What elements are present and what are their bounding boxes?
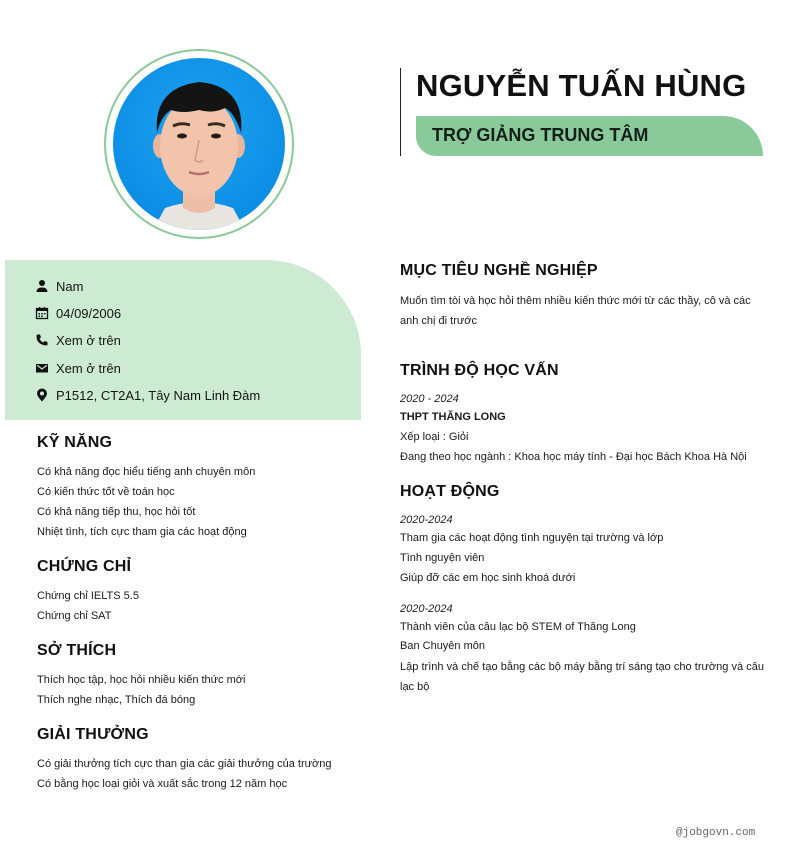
avatar-ring bbox=[104, 49, 294, 239]
position-title: TRỢ GIẢNG TRUNG TÂM bbox=[432, 125, 649, 145]
activity-period: 2020-2024 bbox=[400, 603, 453, 615]
contact-address: P1512, CT2A1, Tây Nam Linh Đàm bbox=[35, 386, 260, 404]
skill-item: Nhiệt tình, tích cực tham gia các hoạt động bbox=[37, 526, 247, 538]
activity-line: Thành viên của câu lạc bộ STEM of Thăng Long bbox=[400, 621, 636, 633]
awards-title: GIẢI THƯỞNG bbox=[37, 726, 149, 743]
certificate-item: Chứng chỉ SAT bbox=[37, 610, 112, 622]
certificate-item: Chứng chỉ IELTS 5.5 bbox=[37, 590, 139, 602]
objective-text: Muốn tìm tòi và học hỏi thêm nhiều kiến thức mới từ các thầy, cô và các anh chị đi trước bbox=[400, 295, 751, 327]
objective-title: MỤC TIÊU NGHỀ NGHIỆP bbox=[400, 262, 598, 279]
education-period: 2020 - 2024 bbox=[400, 393, 459, 405]
contact-gender: Nam bbox=[35, 277, 83, 295]
activity-period: 2020-2024 bbox=[400, 514, 453, 526]
person-icon bbox=[35, 279, 49, 293]
skill-item: Có khả năng đọc hiểu tiếng anh chuyên môn bbox=[37, 466, 256, 478]
contact-phone: Xem ở trên bbox=[35, 331, 121, 349]
skills-title: KỸ NĂNG bbox=[37, 434, 113, 451]
award-item: Có giải thưởng tích cực than gia các giải thưởng của trường bbox=[37, 758, 332, 770]
hobby-item: Thích nghe nhạc, Thích đá bóng bbox=[37, 694, 196, 706]
header-divider bbox=[400, 68, 401, 156]
activity-line: Giúp đỡ các em học sinh khoá dưới bbox=[400, 572, 576, 584]
portrait-image bbox=[113, 58, 285, 230]
calendar-icon bbox=[35, 306, 49, 320]
activity-line: Ban Chuyên môn bbox=[400, 640, 485, 652]
location-pin-icon bbox=[35, 388, 49, 402]
phone-icon bbox=[35, 333, 49, 347]
education-school: THPT THĂNG LONG bbox=[400, 411, 506, 423]
position-banner bbox=[416, 116, 763, 156]
education-title: TRÌNH ĐỘ HỌC VẤN bbox=[400, 362, 559, 379]
activities-title: HOẠT ĐỘNG bbox=[400, 483, 500, 500]
activity-paragraph: Lập trình và chế tạo bằng các bộ máy bằng trí sáng tạo cho trường và câu lạc bộ bbox=[400, 661, 764, 693]
hobby-item: Thích học tập, học hỏi nhiều kiến thức mới bbox=[37, 674, 246, 686]
activity-line: Tình nguyện viên bbox=[400, 552, 485, 564]
education-detail: Đang theo học ngành : Khoa học máy tính - Đại học Bách Khoa Hà Nội bbox=[400, 451, 747, 463]
activity-line: Tham gia các hoạt động tình nguyện tại trường và lớp bbox=[400, 532, 664, 544]
skill-item: Có kiến thức tốt về toán học bbox=[37, 486, 175, 498]
hobbies-title: SỞ THÍCH bbox=[37, 642, 117, 659]
candidate-name: NGUYỄN TUẤN HÙNG bbox=[416, 68, 747, 103]
certificates-title: CHỨNG CHỈ bbox=[37, 558, 132, 575]
avatar-photo bbox=[113, 58, 285, 230]
contact-email: Xem ở trên bbox=[35, 359, 121, 377]
education-detail: Xếp loại : Giỏi bbox=[400, 431, 469, 443]
award-item: Có bằng học loại giỏi và xuất sắc trong 12 năm học bbox=[37, 778, 288, 790]
watermark: @jobgovn.com bbox=[676, 827, 756, 839]
skill-item: Có khả năng tiếp thu, học hỏi tốt bbox=[37, 506, 196, 518]
contact-birthday: 04/09/2006 bbox=[35, 304, 121, 322]
mail-icon bbox=[35, 361, 49, 375]
